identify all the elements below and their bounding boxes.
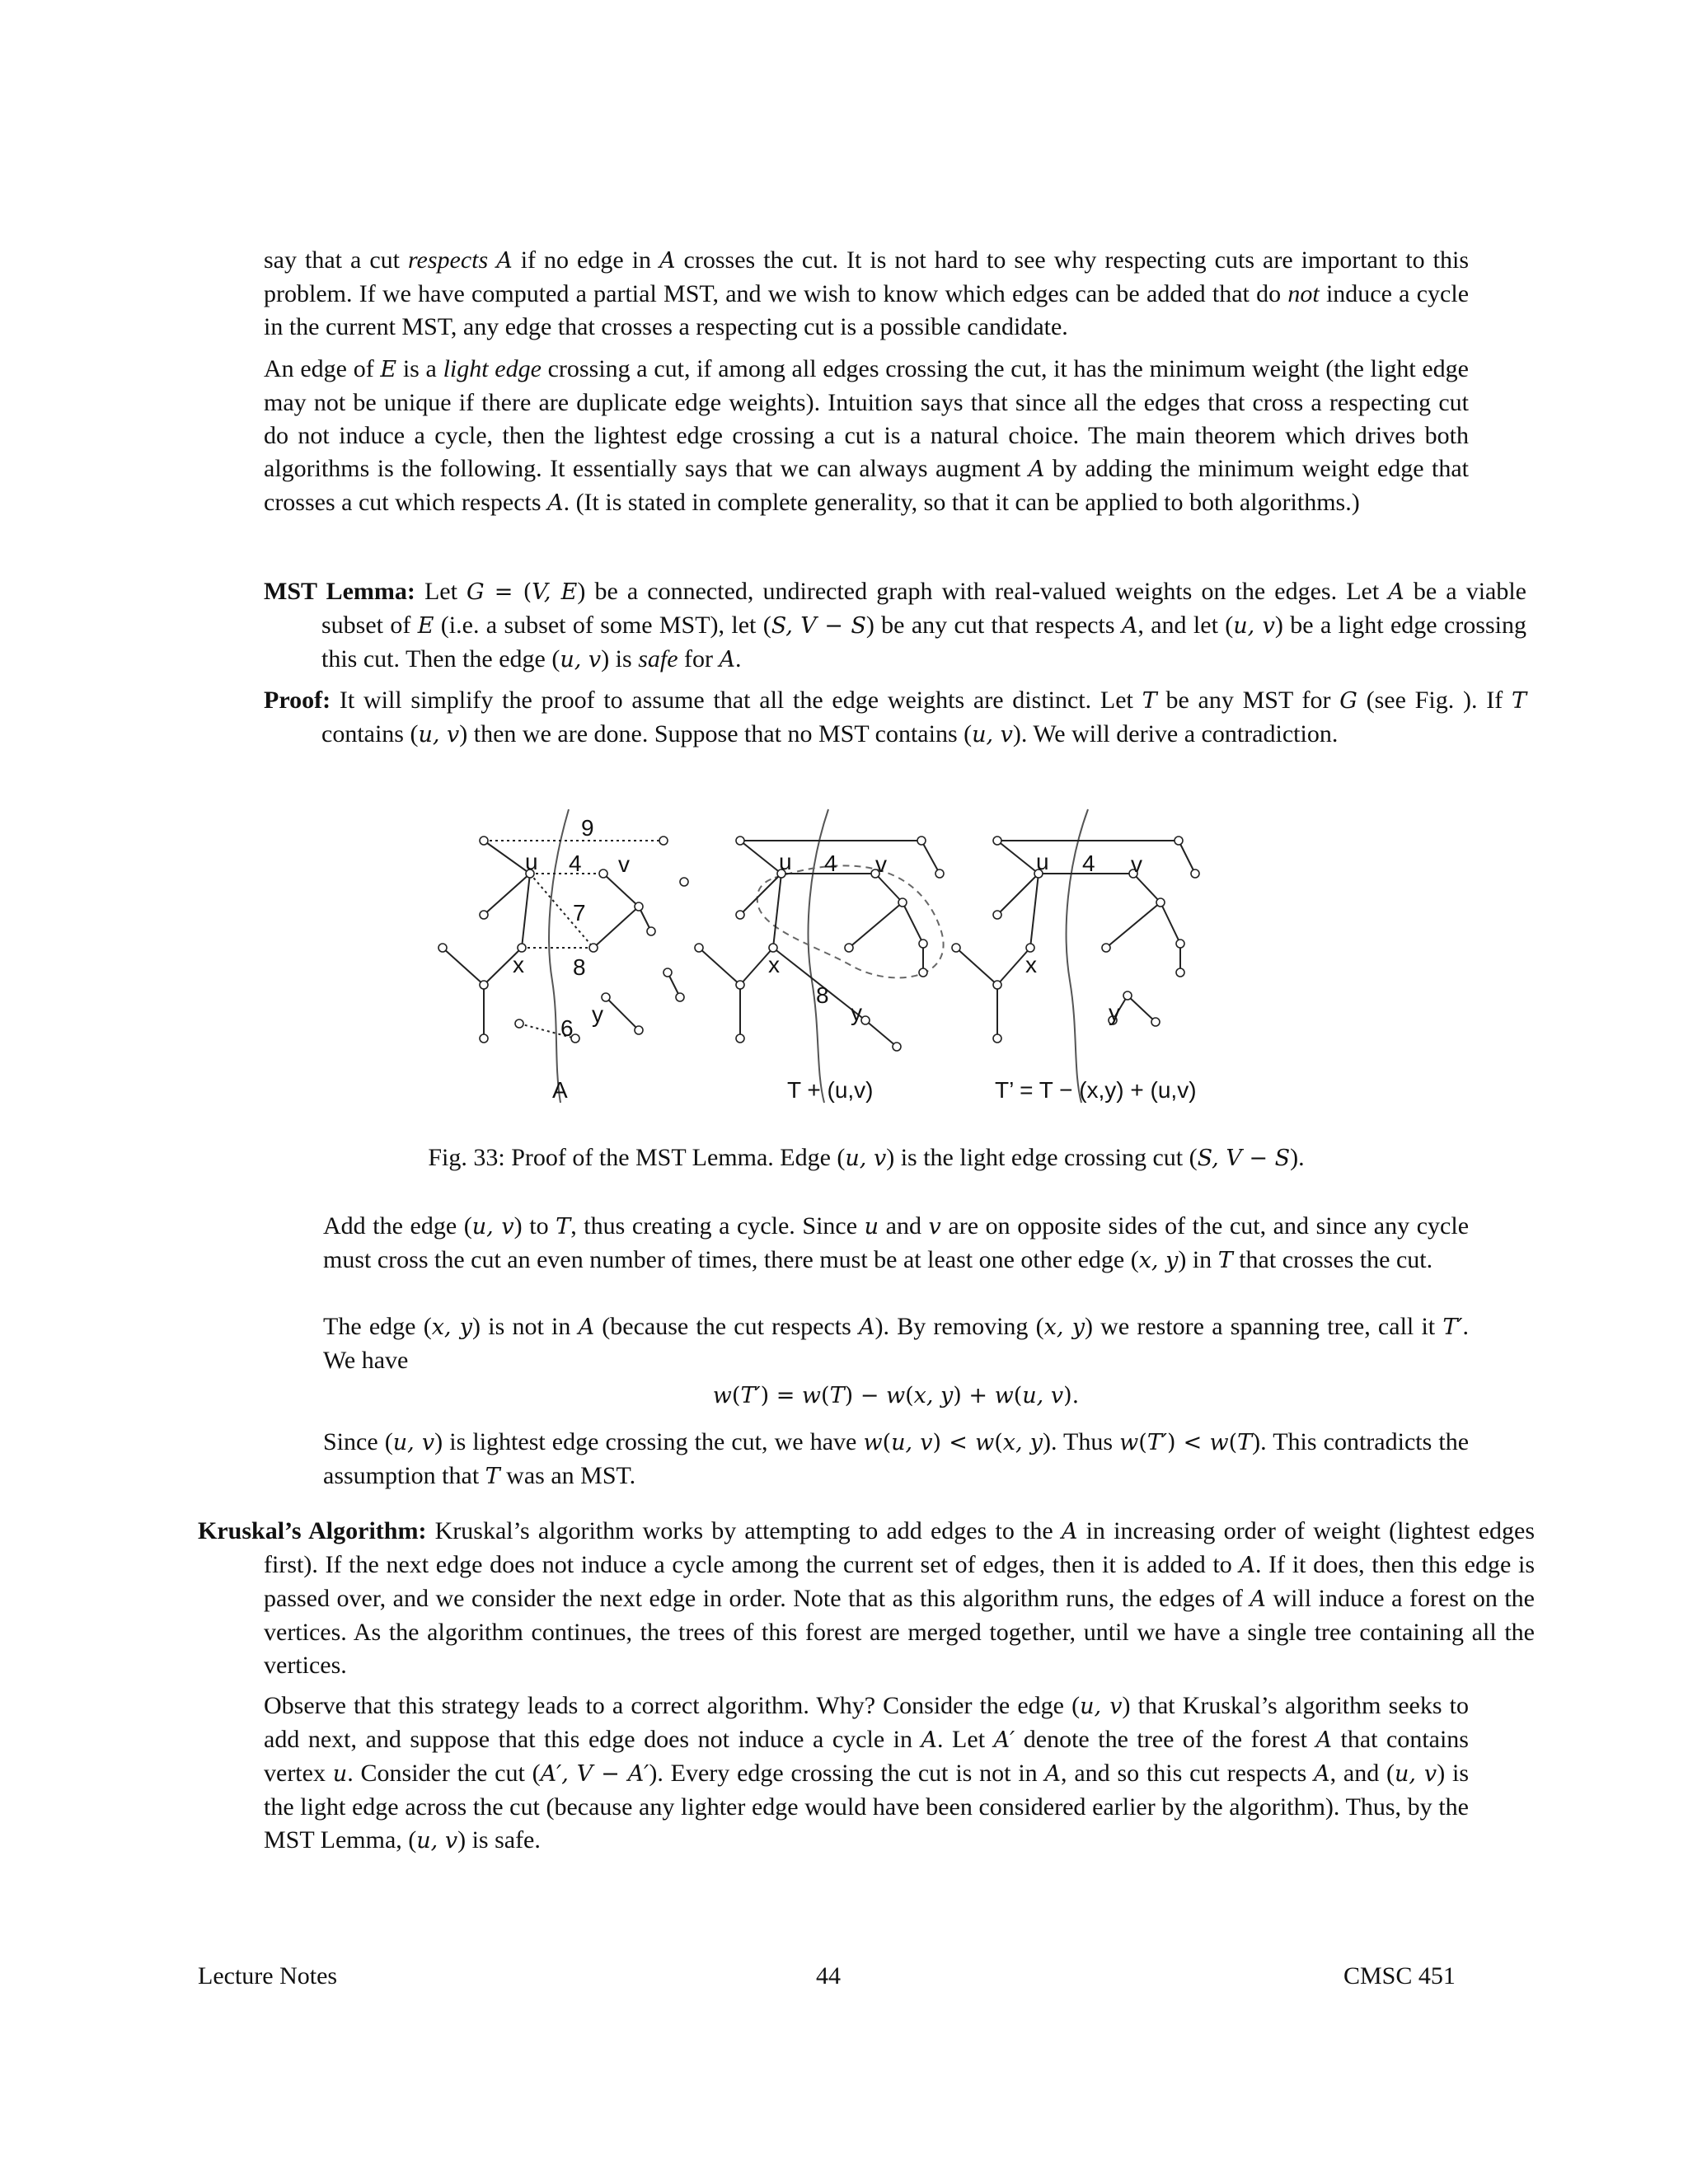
mst-lemma-figure	[429, 799, 1236, 1113]
vertex-label-y-b: y	[851, 1000, 862, 1025]
vertex-label-y-c: y	[1109, 1000, 1120, 1025]
vertex-label-u-a: u	[525, 849, 538, 874]
edge-label-8-b: 8	[816, 982, 829, 1008]
kruskal-correctness: Observe that this strategy leads to a correct algorithm. Why? Consider the edge (u, v) that Kruskal’s algorithm seeks to add next, and suppose that this edge does not induce a cycle in A. Let A′ denote the tree of the forest A that contains vertex u. Consider the cut (A′, V − A′). Every edge crossing the cut is not in A, and so this cut respects A, and (u, v) is the light edge across the cut (because any lighter edge would have been considered earlier by the algorithm). Thus, by the MST Lemma, (u, v) is safe.	[264, 1692, 1470, 1854]
footer-right: CMSC 451	[1343, 1962, 1456, 1990]
panel-label-t-plus-uv: T + (u,v)	[787, 1077, 874, 1103]
proof-continuation-contradiction: Since (u, v) is lightest edge crossing the cut, we have w(u, v) < w(x, y). Thus w(T′) < w(T). This contradicts the assumption that T was an MST.	[323, 1428, 1470, 1489]
vertex-label-v-b: v	[875, 851, 887, 877]
proof-continuation-cycle: Add the edge (u, v) to T, thus creating a cycle. Since u and v are on opposite sides of the cut, and since any cycle must cross the cut an even number of times, there must be at least one other edge (x, y) in T that crosses the cut.	[323, 1212, 1470, 1273]
intro-paragraph-respects: say that a cut respects A if no edge in A crosses the cut. It is not hard to see why respecting cuts are important to this problem. If we have computed a partial MST, and we wish to know which edges can be added that do not induce a cycle in the current MST, any edge that crosses a respecting cut is a possible candidate.	[264, 246, 1470, 340]
edge-label-4-b: 4	[824, 851, 837, 876]
vertex-label-v-a: v	[618, 851, 630, 877]
edge-label-4-c: 4	[1082, 851, 1095, 876]
edge-label-9: 9	[581, 815, 594, 841]
mst-lemma: MST Lemma: Let G = (V, E) be a connected, undirected graph with real-valued weights on the edges. Let A be a viable subset of E (i.e. a subset of some MST), let (S, V − S) be any cut that respects A, and let (u, v) be a light edge crossing this cut. Then the edge (u, v) is safe for A.	[264, 578, 1527, 673]
edge-label-6: 6	[560, 1015, 574, 1041]
vertex-label-v-c: v	[1131, 851, 1142, 877]
vertex-label-x-b: x	[768, 952, 780, 977]
kruskal-algorithm: Kruskal’s Algorithm: Kruskal’s algorithm works by attempting to add edges to the A in increasing order of weight (lightest edges first). If the next edge does not induce a cycle among the current set of edges, then it is added to A. If it does, then this edge is passed over, and we consider the next edge in order. Note that as this algorithm runs, the edges of A will induce a forest on the vertices. As the algorithm continues, the trees of this forest are merged together, until we have a single tree containing all the vertices.	[198, 1517, 1535, 1679]
panel-label-t-prime: T’ = T − (x,y) + (u,v)	[995, 1077, 1197, 1103]
vertex-label-y-a: y	[592, 1001, 603, 1027]
footer-left: Lecture Notes	[198, 1962, 338, 1990]
intro-paragraph-light-edge: An edge of E is a light edge crossing a cut, if among all edges crossing the cut, it has the minimum weight (the light edge may not be unique if there are duplicate edge weights). Intuition says that since all the edges that cross a respecting cut do not induce a cycle, then the lightest edge crossing a cut is a natural choice. The main theorem which drives both algorithms is the following. It essentially says that we can always augment A by adding the minimum weight edge that crosses a cut which respects A. (It is stated in complete generality, so that it can be applied to both algorithms.)	[264, 355, 1469, 516]
kruskal-label: Kruskal’s Algorithm:	[198, 1517, 427, 1544]
lemma-label: MST Lemma:	[264, 578, 415, 605]
cut-line-a	[549, 809, 569, 1103]
edge-label-4-a: 4	[569, 851, 582, 876]
vertex-label-x-a: x	[513, 952, 524, 977]
vertex-label-u-c: u	[1036, 849, 1049, 874]
footer-page-number: 44	[816, 1962, 841, 1990]
figure-caption: Fig. 33: Proof of the MST Lemma. Edge (u, v) is the light edge crossing cut (S, V − S).	[428, 1144, 1305, 1171]
vertex-label-u-b: u	[779, 849, 792, 874]
edge-label-7: 7	[573, 900, 586, 926]
proof-label: Proof:	[264, 687, 331, 714]
vertex-label-x-c: x	[1025, 952, 1037, 977]
panel-label-a: A	[552, 1077, 568, 1103]
edge-label-8-a: 8	[573, 954, 586, 980]
proof-paragraph: Proof: It will simplify the proof to assume that all the edge weights are distinct. Let T be any MST for G (see Fig. ). If T contains (u, v) then we are done. Suppose that no MST contains (u, v). We will derive a contradiction.	[264, 687, 1526, 748]
proof-continuation-remove-edge: The edge (x, y) is not in A (because the cut respects A). By removing (x, y) we restore a spanning tree, call it T′. We have	[323, 1313, 1469, 1374]
cycle-dashed-b	[757, 865, 944, 977]
weight-equation: w(T′) = w(T) − w(x, y) + w(u, v).	[712, 1383, 1080, 1408]
